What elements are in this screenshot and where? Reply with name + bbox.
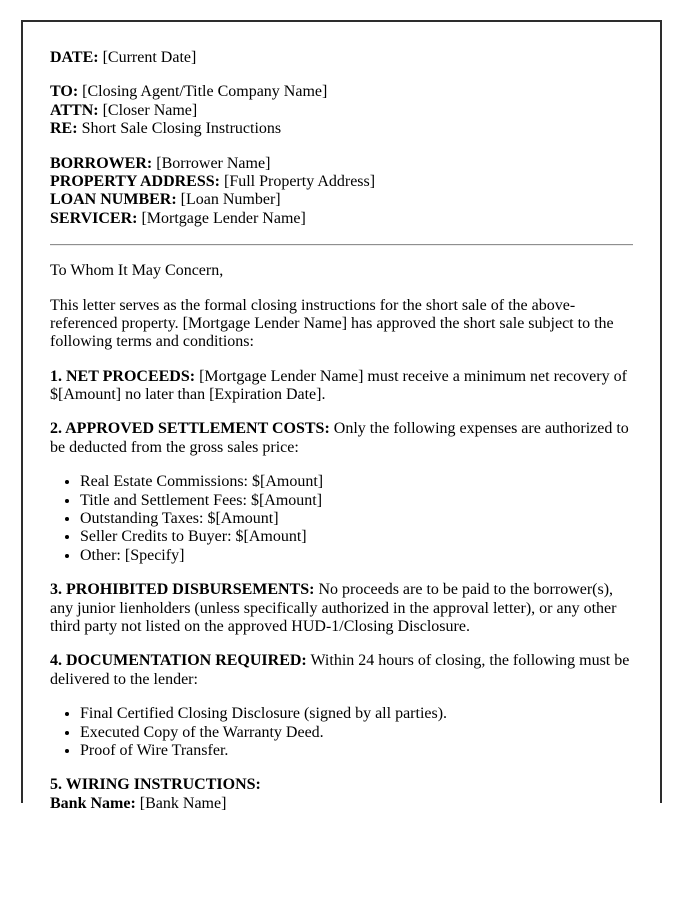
divider-rule — [50, 244, 633, 246]
to-line — [50, 83, 633, 101]
letter-document — [21, 20, 662, 812]
settlement-costs-list — [50, 473, 633, 565]
bank-name-label: Bank Name: — [50, 794, 136, 812]
borrower-value: [Borrower Name] — [156, 154, 271, 172]
servicer-value: [Mortgage Lender Name] — [141, 209, 306, 227]
salutation: To Whom It May Concern, — [50, 262, 224, 280]
loan-number-value: [Loan Number] — [180, 191, 281, 209]
re-value: Short Sale Closing Instructions — [81, 120, 282, 138]
section-prohibited-disbursements-text: No proceeds are to be paid to the borrower(s), any junior lienholders (unless specifically authorized in the approval letter), or any other third party not listed on the approved HUD-1/Closing Disclosure. — [50, 581, 617, 635]
intro-paragraph: This letter serves as the formal closing instructions for the short sale of the above-referenced property. [Mortgage Lender Name] has approved the short sale subject to the following terms and conditions: — [50, 296, 614, 351]
section-documentation-required-text: Within 24 hours of closing, the following must be delivered to the lender: — [50, 652, 630, 688]
to-label: TO: — [50, 83, 79, 101]
wiring-instructions-heading-line — [50, 776, 633, 794]
section-net-proceeds-heading: 1. NET PROCEEDS: — [50, 367, 196, 385]
loan-number-line — [50, 191, 633, 209]
section-prohibited-disbursements-heading: 3. PROHIBITED DISBURSEMENTS: — [50, 581, 315, 599]
servicer-label: SERVICER: — [50, 209, 138, 227]
servicer-line — [50, 210, 633, 228]
list-item: • Final Certified Closing Disclosure (signed by all parties). — [80, 705, 633, 723]
documentation-list — [50, 705, 633, 760]
borrower-line — [50, 155, 633, 173]
section-wiring-instructions — [50, 776, 633, 813]
section-wiring-instructions-heading: 5. WIRING INSTRUCTIONS: — [50, 776, 261, 794]
bank-name-value: [Bank Name] — [139, 794, 227, 812]
date-label: DATE: — [50, 49, 99, 66]
section-net-proceeds — [50, 368, 633, 405]
attn-line — [50, 102, 633, 120]
section-documentation-required-heading: 4. DOCUMENTATION REQUIRED: — [50, 652, 307, 670]
attn-value: [Closer Name] — [102, 101, 198, 119]
re-line — [50, 120, 633, 138]
property-address-line — [50, 173, 633, 191]
recipient-block — [50, 83, 633, 138]
list-item: • Executed Copy of the Warranty Deed. — [80, 724, 633, 742]
to-value: [Closing Agent/Title Company Name] — [82, 83, 328, 101]
borrower-label: BORROWER: — [50, 154, 153, 172]
date-value: [Current Date] — [102, 49, 197, 66]
list-item: • Real Estate Commissions: $[Amount] — [80, 473, 633, 491]
property-address-value: [Full Property Address] — [223, 172, 376, 190]
section-prohibited-disbursements — [50, 581, 633, 636]
list-item: • Seller Credits to Buyer: $[Amount] — [80, 528, 633, 546]
section-approved-settlement-costs-heading: 2. APPROVED SETTLEMENT COSTS: — [50, 420, 330, 438]
section-documentation-required — [50, 652, 633, 689]
attn-label: ATTN: — [50, 101, 99, 119]
property-address-label: PROPERTY ADDRESS: — [50, 172, 220, 190]
section-net-proceeds-text: [Mortgage Lender Name] must receive a minimum net recovery of $[Amount] no later than [Expiration Date]. — [50, 367, 627, 404]
list-item: • Proof of Wire Transfer. — [80, 742, 633, 760]
date-line — [50, 49, 633, 67]
list-item: • Title and Settlement Fees: $[Amount] — [80, 492, 633, 510]
re-label: RE: — [50, 120, 78, 138]
list-item: • Outstanding Taxes: $[Amount] — [80, 510, 633, 528]
loan-number-label: LOAN NUMBER: — [50, 191, 177, 209]
section-approved-settlement-costs — [50, 420, 633, 457]
bank-name-line — [50, 795, 633, 813]
section-approved-settlement-costs-text: Only the following expenses are authorized to be deducted from the gross sales price: — [50, 420, 629, 456]
list-item: • Other: [Specify] — [80, 547, 633, 565]
loan-block — [50, 155, 633, 229]
